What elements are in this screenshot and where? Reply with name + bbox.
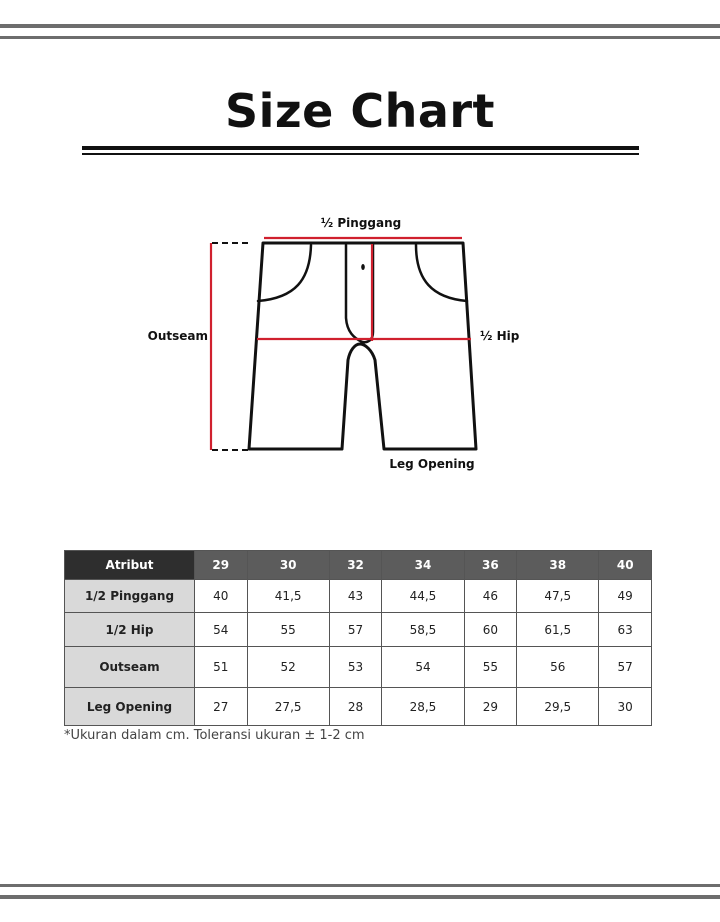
size-header: 30 xyxy=(247,551,329,580)
table-cell: 57 xyxy=(599,647,652,688)
table-row xyxy=(65,580,652,613)
size-header-row xyxy=(65,551,652,580)
title-underline-thin xyxy=(82,153,639,155)
size-note: *Ukuran dalam cm. Toleransi ukuran ± 1-2 cm xyxy=(64,728,365,743)
table-cell: 29,5 xyxy=(517,688,599,726)
table-cell: 27 xyxy=(195,688,248,726)
table-cell: 28,5 xyxy=(382,688,464,726)
table-row xyxy=(65,613,652,647)
table-cell: 47,5 xyxy=(517,580,599,613)
table-cell: 46 xyxy=(464,580,517,613)
table-cell: 28 xyxy=(329,688,382,726)
size-header: 36 xyxy=(464,551,517,580)
table-cell: 53 xyxy=(329,647,382,688)
table-cell: 55 xyxy=(464,647,517,688)
size-table xyxy=(64,550,652,726)
frame-bottom-line-outer xyxy=(0,895,720,899)
table-cell: 57 xyxy=(329,613,382,647)
table-cell: 54 xyxy=(195,613,248,647)
shorts-diagram xyxy=(0,200,720,480)
table-cell: 40 xyxy=(195,580,248,613)
shorts-outline xyxy=(249,243,476,449)
table-cell: 56 xyxy=(517,647,599,688)
table-cell: 27,5 xyxy=(247,688,329,726)
table-cell: 51 xyxy=(195,647,248,688)
size-header: 32 xyxy=(329,551,382,580)
frame-bottom-line-inner xyxy=(0,884,720,887)
size-header: 40 xyxy=(599,551,652,580)
page-title: Size Chart xyxy=(224,84,496,138)
frame-top-line-outer xyxy=(0,24,720,28)
table-cell: 43 xyxy=(329,580,382,613)
row-label: Leg Opening xyxy=(65,688,195,726)
table-cell: 58,5 xyxy=(382,613,464,647)
table-cell: 63 xyxy=(599,613,652,647)
waist-label: ½ Pinggang xyxy=(320,216,402,230)
table-cell: 44,5 xyxy=(382,580,464,613)
table-row xyxy=(65,647,652,688)
outseam-guides xyxy=(212,243,248,450)
table-row xyxy=(65,688,652,726)
size-header: 38 xyxy=(517,551,599,580)
row-label: Outseam xyxy=(65,647,195,688)
table-cell: 29 xyxy=(464,688,517,726)
shorts-details xyxy=(258,245,467,342)
table-cell: 30 xyxy=(599,688,652,726)
table-cell: 49 xyxy=(599,580,652,613)
table-cell: 55 xyxy=(247,613,329,647)
leg-opening-label: Leg Opening xyxy=(389,457,475,471)
hip-label: ½ Hip xyxy=(480,329,520,343)
table-cell: 41,5 xyxy=(247,580,329,613)
attribute-header: Atribut xyxy=(65,551,195,580)
outseam-label: Outseam xyxy=(147,329,208,343)
table-cell: 52 xyxy=(247,647,329,688)
table-cell: 61,5 xyxy=(517,613,599,647)
fly-button xyxy=(361,264,365,270)
table-cell: 54 xyxy=(382,647,464,688)
frame-top-line-inner xyxy=(0,36,720,39)
size-header: 29 xyxy=(195,551,248,580)
title-underline-thick xyxy=(82,146,639,150)
row-label: 1/2 Pinggang xyxy=(65,580,195,613)
row-label: 1/2 Hip xyxy=(65,613,195,647)
size-header: 34 xyxy=(382,551,464,580)
table-cell: 60 xyxy=(464,613,517,647)
